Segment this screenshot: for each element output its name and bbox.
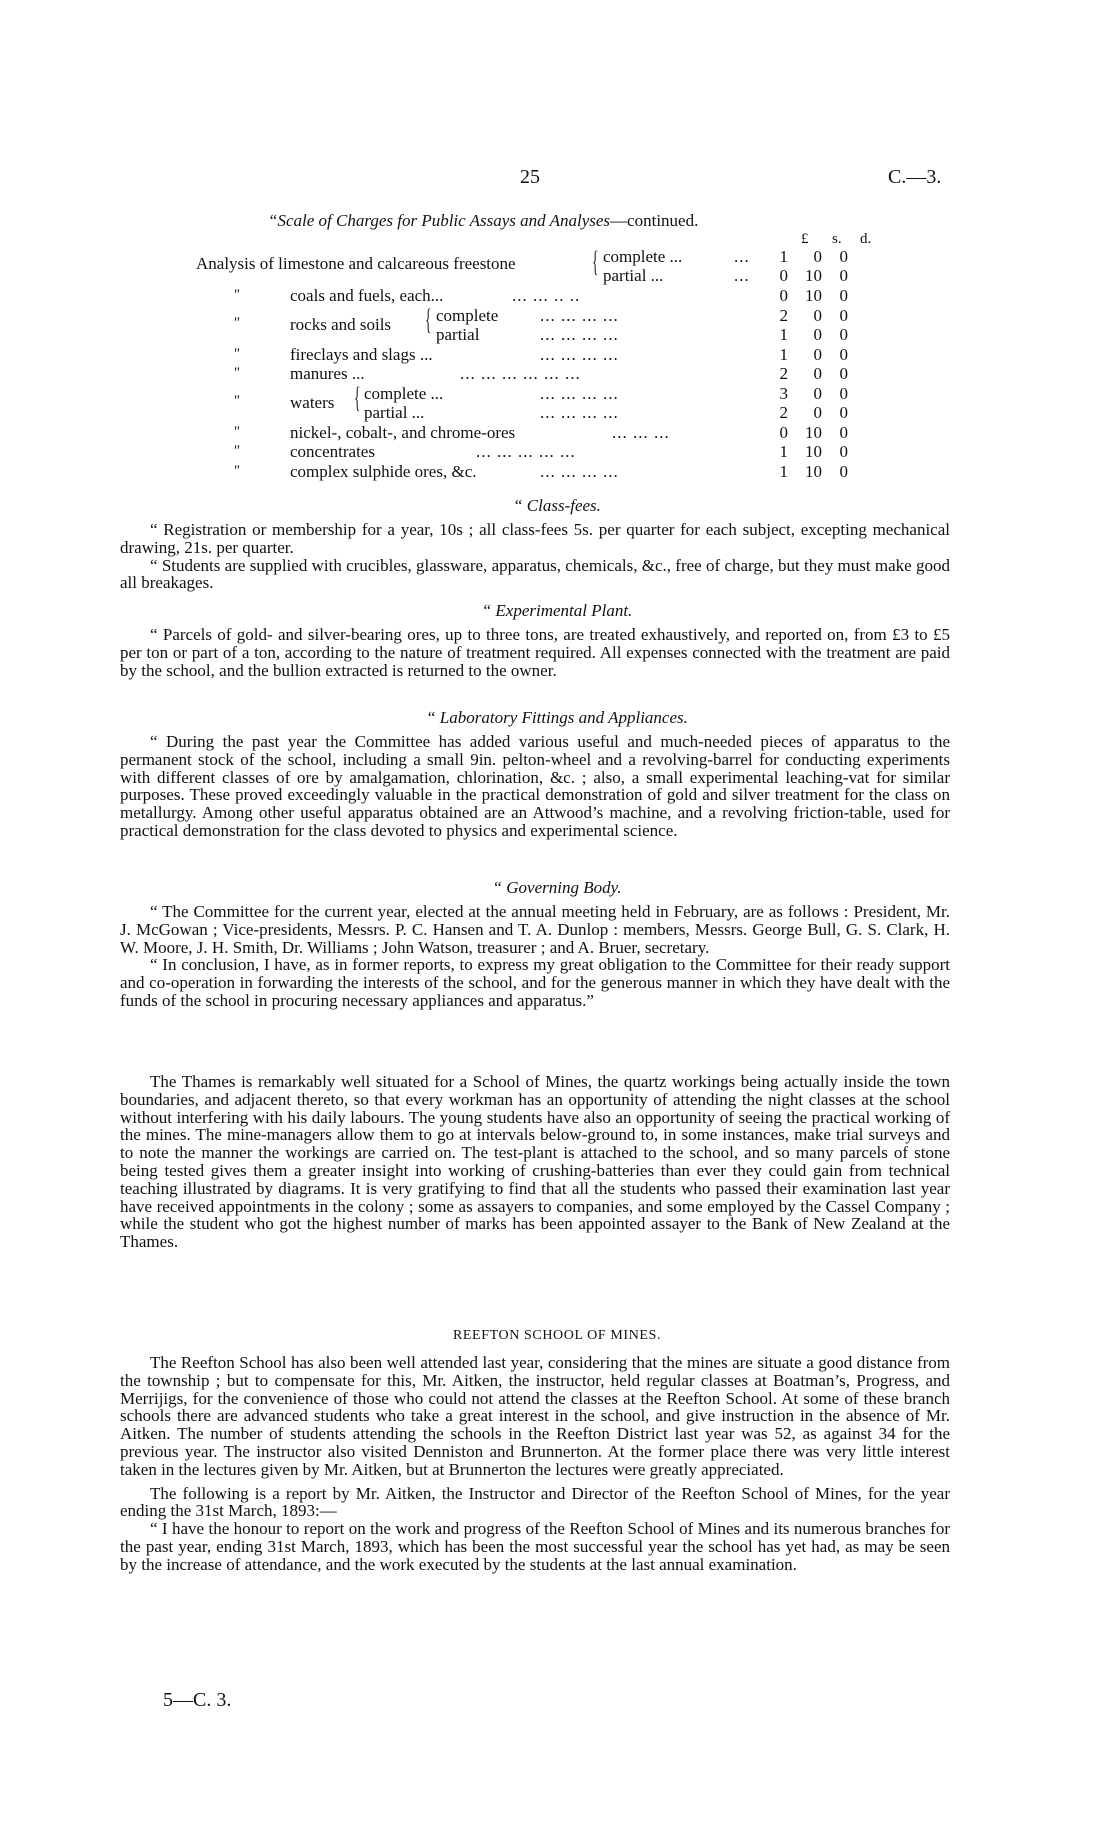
table-row xyxy=(0,247,1114,266)
amount-shillings: 0 xyxy=(813,364,822,383)
amount-shillings: 0 xyxy=(813,325,822,344)
currency-header-pounds: £ xyxy=(801,231,809,247)
amount-pence: 0 xyxy=(839,364,848,383)
table-row xyxy=(0,423,1114,442)
ditto-mark: " xyxy=(233,443,240,459)
currency-header-pence: d. xyxy=(860,231,872,247)
ditto-mark: " xyxy=(233,424,240,440)
paragraph: The Thames is remarkably well situated for a School of Mines, the quartz workings being actually inside the town boundaries, and adjacent thereto, so that every workman has an opportunity of attending the night classes at the school without interfering with his daily labours. The young students have also an opportunity of seeing the practical working of the mines. The mine-managers allow them to go at intervals below-ground to, in some instances, make trial surveys and to note the manner the workings are carried on. The test-plant is attached to the school, and so many parcels of stone being tested gives them a greater insight into working of crushing-batteries than ever they could gain from technical teaching illustrated by diagrams. It is very gratifying to find that all the students who passed their examination last year have received appointments in the colony ; some as assayers to companies, and some employed by the Cassel Company ; while the student who got the highest number of marks has been appointed assayer to the Bank of New Zealand at the Thames. xyxy=(120,1072,950,1252)
ditto-mark: " xyxy=(233,346,240,362)
ditto-mark: " xyxy=(233,393,240,409)
amount-shillings: 0 xyxy=(813,345,822,364)
amount-pence: 0 xyxy=(839,286,848,305)
class-fees-text xyxy=(120,521,950,592)
table-row xyxy=(0,266,1114,285)
amount-pounds: 1 xyxy=(779,442,788,461)
paragraph: “ During the past year the Committee has added various useful and much-needed pieces of apparatus to the permanent stock of the school, including a small 9in. pelton-wheel and a revolving-barrel for conducting experiments with different classes of ore by amalgamation, chlorination, &c. ; also, a small experimental leaching-vat for similar purposes. These proved exceedingly valuable in the practical demonstration of gold and silver treatment for the class on metallurgy. Among other useful apparatus obtained are an Attwood’s machine, and a revolving friction-table, used for practical demonstration for the class devoted to physics and experimental science. xyxy=(120,732,950,840)
paragraph: “ Parcels of gold- and silver-bearing ores, up to three tons, are treated exhaustively, and reported on, from £3 to £5 per ton or part of a ton, according to the nature of treatment required. All expenses connected with the treatment are paid by the school, and the bullion extracted is returned to the owner. xyxy=(120,625,950,680)
row-label: rocks and soils xyxy=(290,315,392,334)
paragraph: “ Registration or membership for a year, 10s ; all class-fees 5s. per quarter for each subject, excepting mechanical drawing, 21s. per quarter. xyxy=(120,520,950,557)
paragraph: “ The Committee for the current year, elected at the annual meeting held in February, are as follows : President, Mr. J. McGowan ; Vice-presidents, Messrs. P. C. Hansen and T. A. Dunlop : members, Messrs. George Bull, G. S. Clark, H. W. Moore, J. H. Smith, Dr. Williams ; John Watson, treasurer ; and A. Bruer, secretary. xyxy=(120,902,950,957)
ditto-mark: " xyxy=(233,287,240,303)
amount-pounds: 0 xyxy=(779,266,788,285)
amount-pounds: 1 xyxy=(779,325,788,344)
row-label: partial ... xyxy=(603,266,664,285)
ditto-mark: " xyxy=(233,463,240,479)
row-dots: ... ... ... ... ... ... xyxy=(460,364,581,383)
heading-experimental-plant: “ Experimental Plant. xyxy=(481,601,633,620)
amount-pence: 0 xyxy=(839,384,848,403)
amount-pounds: 1 xyxy=(779,462,788,481)
table-title xyxy=(268,211,698,231)
signature-mark: 5—C. 3. xyxy=(163,1689,232,1711)
table-row xyxy=(0,345,1114,364)
row-dots: ... ... ... ... xyxy=(540,345,619,364)
row-dots: ... ... ... ... xyxy=(540,306,619,325)
row-dots: ... ... .. .. xyxy=(512,286,581,305)
amount-pounds: 2 xyxy=(779,403,788,422)
row-label: complex sulphide ores, &c. xyxy=(290,462,477,481)
heading-class-fees: “ Class-fees. xyxy=(513,496,601,515)
paragraph: “ In conclusion, I have, as in former reports, to express my great obligation to the Committee for their ready support and co-operation in forwarding the interests of the school, and for the generous manner in which they have dealt with the funds of the school in procuring necessary appliances and apparatus.” xyxy=(120,955,950,1010)
heading-laboratory: “ Laboratory Fittings and Appliances. xyxy=(426,708,688,727)
ditto-mark: " xyxy=(233,315,240,331)
amount-pounds: 0 xyxy=(779,286,788,305)
brace-waters: { xyxy=(354,381,361,414)
table-row xyxy=(0,462,1114,481)
table-title-text: “Scale of Charges for Public Assays and Analyses xyxy=(268,211,611,230)
amount-pence: 0 xyxy=(839,325,848,344)
amount-pounds: 3 xyxy=(779,384,788,403)
amount-shillings: 0 xyxy=(813,384,822,403)
row-sub-label: partial ... xyxy=(364,403,425,422)
row-sub-label: complete ... xyxy=(364,384,444,403)
page-reference: C.—3. xyxy=(888,166,942,188)
amount-shillings: 0 xyxy=(813,306,822,325)
amount-shillings: 0 xyxy=(813,247,822,266)
row-label: concentrates xyxy=(290,442,375,461)
thames-text xyxy=(120,1073,950,1251)
table-row xyxy=(0,442,1114,461)
laboratory-text xyxy=(120,733,950,840)
row-dots: ... ... ... xyxy=(612,423,670,442)
amount-pounds: 2 xyxy=(779,306,788,325)
row-dots: ... ... ... ... xyxy=(540,325,619,344)
amount-pounds: 1 xyxy=(779,247,788,266)
row-sub-label: partial xyxy=(436,325,480,344)
row-dots: ... ... ... ... xyxy=(540,384,619,403)
row-label: coals and fuels, each... xyxy=(290,286,444,305)
amount-pence: 0 xyxy=(839,247,848,266)
row-label: fireclays and slags ... xyxy=(290,345,433,364)
heading-reefton: REEFTON SCHOOL OF MINES. xyxy=(452,1328,662,1343)
amount-pounds: 2 xyxy=(779,364,788,383)
row-label: manures ... xyxy=(290,364,365,383)
amount-pence: 0 xyxy=(839,345,848,364)
row-dots: ... ... ... ... xyxy=(540,403,619,422)
table-row xyxy=(0,325,1114,344)
row-label: waters xyxy=(290,393,335,412)
table-title-suffix: —continued. xyxy=(610,211,699,230)
brace-limestone: { xyxy=(592,245,599,278)
heading-governing-body: “ Governing Body. xyxy=(492,878,622,897)
reefton-text xyxy=(120,1354,950,1574)
amount-pounds: 0 xyxy=(779,423,788,442)
amount-shillings: 10 xyxy=(805,442,822,461)
row-dots: ... ... ... ... ... xyxy=(476,442,576,461)
amount-shillings: 10 xyxy=(805,286,822,305)
row-dots: ... ... ... ... xyxy=(540,462,619,481)
row-dots: ... xyxy=(734,247,750,266)
amount-pence: 0 xyxy=(839,442,848,461)
row-label: complete ... xyxy=(603,247,683,266)
brace-rocks: { xyxy=(425,303,432,336)
amount-pence: 0 xyxy=(839,266,848,285)
currency-header-shillings: s. xyxy=(832,231,842,247)
amount-pence: 0 xyxy=(839,462,848,481)
page-number: 25 xyxy=(520,166,540,188)
table-row xyxy=(0,403,1114,422)
table-row xyxy=(0,364,1114,383)
amount-pence: 0 xyxy=(839,423,848,442)
paragraph: “ I have the honour to report on the work and progress of the Reefton School of Mines and its numerous branches for the past year, ending 31st March, 1893, which has been the most successful year the school has yet had, as may be seen by the increase of attendance, and the work executed by the students at the last annual examination. xyxy=(120,1519,950,1574)
amount-shillings: 0 xyxy=(813,403,822,422)
amount-shillings: 10 xyxy=(805,266,822,285)
paragraph: “ Students are supplied with crucibles, glassware, apparatus, chemicals, &c., free of charge, but they must make good all breakages. xyxy=(120,555,950,593)
paragraph: The following is a report by Mr. Aitken, the Instructor and Director of the Reefton School of Mines, for the year ending the 31st March, 1893:— xyxy=(120,1483,950,1521)
governing-body-text xyxy=(120,903,950,1010)
amount-shillings: 10 xyxy=(805,423,822,442)
table-lead-label: Analysis of limestone and calcareous freestone xyxy=(196,254,516,273)
table-row xyxy=(0,306,1114,334)
ditto-mark: " xyxy=(233,365,240,381)
row-dots: ... xyxy=(734,266,750,285)
amount-pounds: 1 xyxy=(779,345,788,364)
paragraph: The Reefton School has also been well attended last year, considering that the mines are situate a good distance from the township ; but to compensate for this, Mr. Aitken, the instructor, held regular classes at Boatman’s, Progress, and Merrijigs, for the convenience of those who could not attend the classes at the Reefton School. At some of these branch schools there are advanced students who take a great interest in the school, and give instruction in the absence of Mr. Aitken. The number of students attending the schools in the Reefton District last year was 52, as against 34 for the previous year. The instructor also visited Denniston and Brunnerton. At the former place there was very little interest taken in the lectures given by Mr. Aitken, but at Brunnerton the lectures were greatly appreciated. xyxy=(120,1353,950,1479)
amount-pence: 0 xyxy=(839,403,848,422)
amount-shillings: 10 xyxy=(805,462,822,481)
amount-pence: 0 xyxy=(839,306,848,325)
row-label: nickel-, cobalt-, and chrome-ores xyxy=(290,423,516,442)
table-row xyxy=(0,384,1114,412)
experimental-plant-text xyxy=(120,626,950,679)
row-sub-label: complete xyxy=(436,306,499,325)
table-row xyxy=(0,286,1114,305)
